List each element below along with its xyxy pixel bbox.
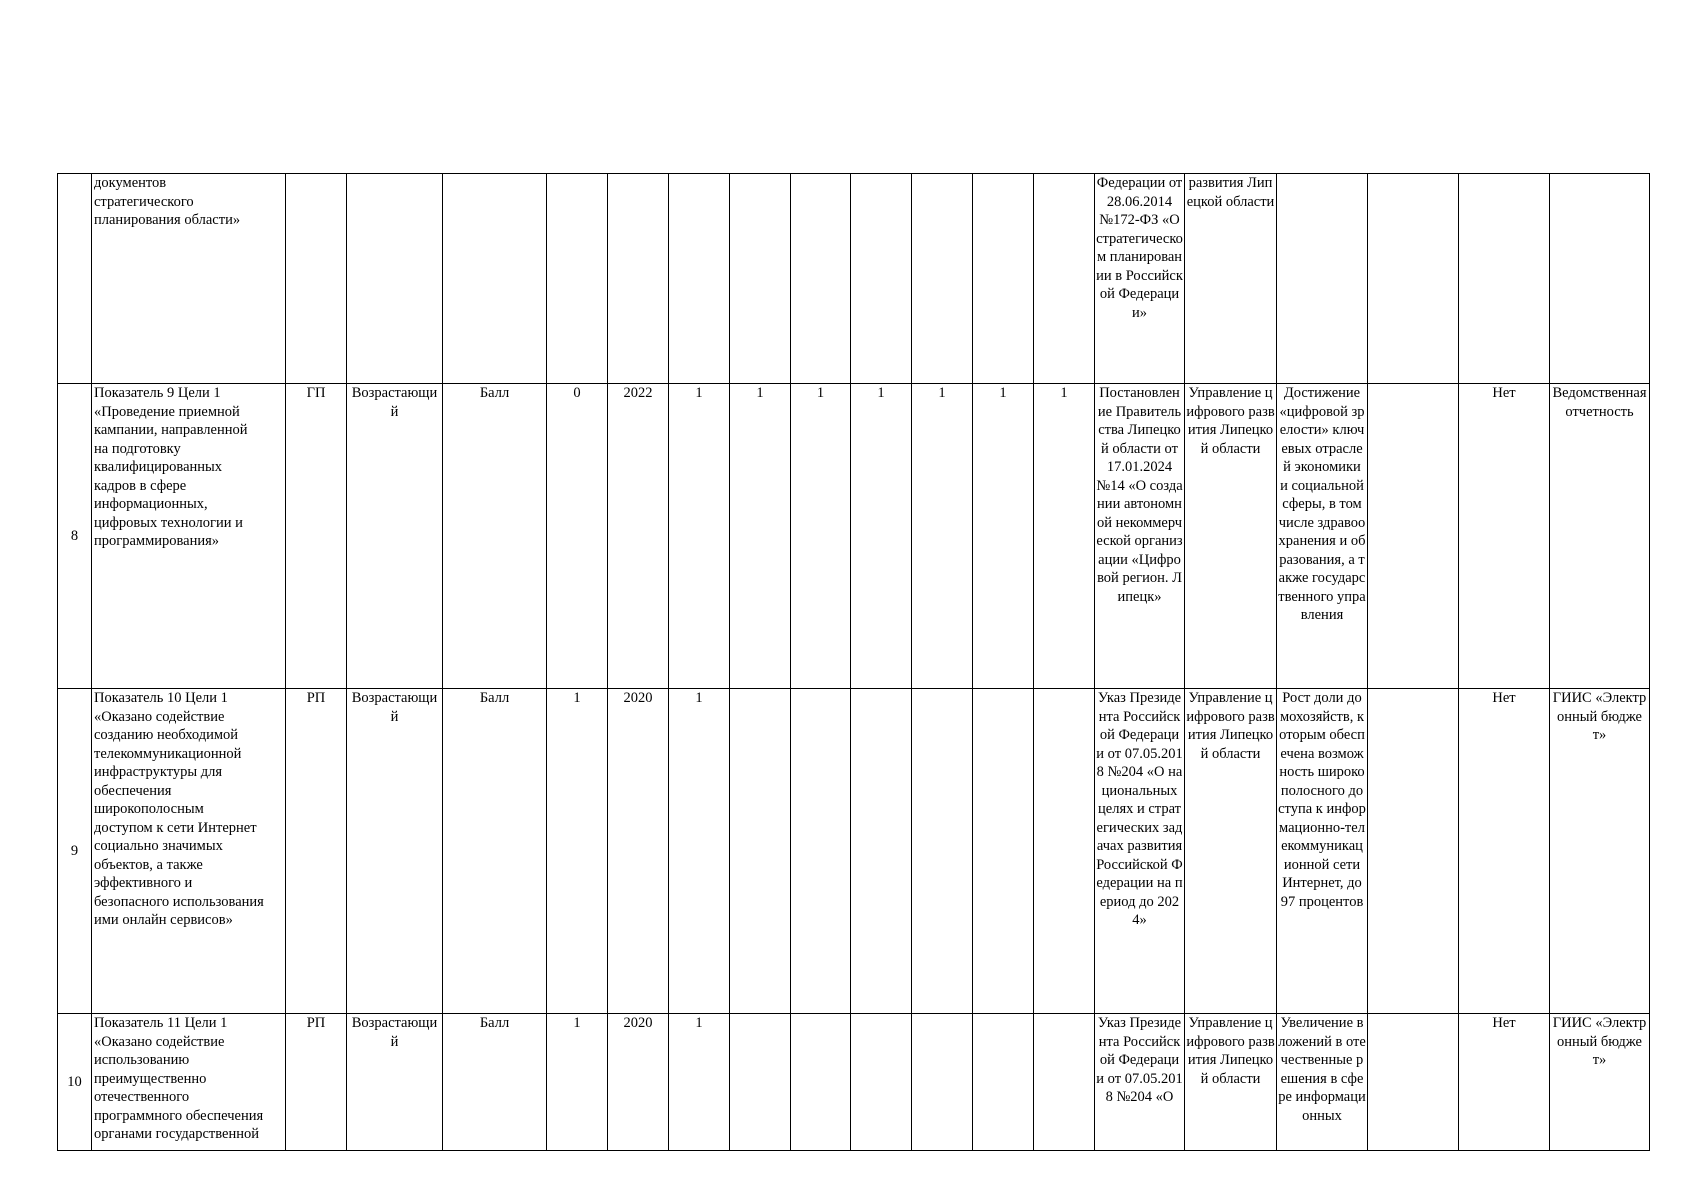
base-value-cell: 1 <box>547 1014 608 1151</box>
value-cell-7 <box>1034 1014 1095 1151</box>
value-cell-2 <box>730 1014 791 1151</box>
value-cell-5 <box>912 1014 973 1151</box>
empty-cell <box>1368 174 1459 384</box>
attribute-cell <box>347 174 443 384</box>
value-cell-7 <box>1034 689 1095 1014</box>
value-cell-7: 1 <box>1034 384 1095 689</box>
flag-cell: Нет <box>1459 1014 1550 1151</box>
attribute-cell: Возрастающий <box>347 384 443 689</box>
responsible-cell: Управление цифрового развития Липецкой области <box>1185 1014 1277 1151</box>
level-cell: РП <box>286 689 347 1014</box>
row-number: 8 <box>58 384 92 689</box>
indicators-table <box>57 173 1650 1151</box>
attribute-cell: Возрастающий <box>347 689 443 1014</box>
row-number: 10 <box>58 1014 92 1151</box>
value-cell-5 <box>912 689 973 1014</box>
indicator-name: документов стратегического планирования области» <box>92 174 286 384</box>
value-cell-4 <box>851 174 912 384</box>
responsible-cell: Управление цифрового развития Липецкой области <box>1185 689 1277 1014</box>
value-cell-1: 1 <box>669 384 730 689</box>
responsible-cell: Управление цифрового развития Липецкой области <box>1185 384 1277 689</box>
value-cell-6 <box>973 174 1034 384</box>
value-cell-2 <box>730 689 791 1014</box>
base-value-cell <box>547 174 608 384</box>
value-cell-1 <box>669 174 730 384</box>
indicator-name: Показатель 10 Цели 1 «Оказано содействие созданию необходимой телекоммуникационной инфраструктуры для обеспечения широкополосным доступом к сети Интернет социально значимых объектов, а также эффективного и безопасного использования ими онлайн сервисов» <box>92 689 286 1014</box>
document-cell: Указ Президента Российской Федерации от 07.05.2018 №204 «О национальных целях и стратегических задачах развития Российской Федерации на период до 2024» <box>1095 689 1185 1014</box>
value-cell-7 <box>1034 174 1095 384</box>
goal-cell: Рост доли домохозяйств, которым обеспечена возможность широкополосного доступа к информационно-телекоммуникационной сети Интернет, до 97 процентов <box>1277 689 1368 1014</box>
row-number <box>58 174 92 384</box>
unit-cell: Балл <box>443 689 547 1014</box>
base-year-cell: 2022 <box>608 384 669 689</box>
table-row <box>58 689 1650 1014</box>
base-value-cell: 1 <box>547 689 608 1014</box>
value-cell-5: 1 <box>912 384 973 689</box>
value-cell-6 <box>973 1014 1034 1151</box>
base-year-cell: 2020 <box>608 689 669 1014</box>
flag-cell: Нет <box>1459 689 1550 1014</box>
empty-cell <box>1368 689 1459 1014</box>
unit-cell <box>443 174 547 384</box>
level-cell: ГП <box>286 384 347 689</box>
table-row <box>58 174 1650 384</box>
value-cell-1: 1 <box>669 689 730 1014</box>
table-row <box>58 1014 1650 1151</box>
value-cell-4: 1 <box>851 384 912 689</box>
value-cell-3 <box>791 1014 851 1151</box>
empty-cell <box>1368 384 1459 689</box>
value-cell-4 <box>851 1014 912 1151</box>
info-system-cell: ГИИС «Электронный бюджет» <box>1550 689 1650 1014</box>
info-system-cell: Ведомственная отчетность <box>1550 384 1650 689</box>
value-cell-4 <box>851 689 912 1014</box>
indicator-name: Показатель 9 Цели 1 «Проведение приемной кампании, направленной на подготовку квалифицированных кадров в сфере информационных, цифровых технологии и программирования» <box>92 384 286 689</box>
goal-cell: Увеличение вложений в отечественные решения в сфере информационных <box>1277 1014 1368 1151</box>
goal-cell: Достижение «цифровой зрелости» ключевых отраслей экономики и социальной сферы, в том числе здравоохранения и образования, а также государственного управления <box>1277 384 1368 689</box>
empty-cell <box>1368 1014 1459 1151</box>
document-cell: Федерации от 28.06.2014 №172-ФЗ «О стратегическом планировании в Российской Федерации» <box>1095 174 1185 384</box>
unit-cell: Балл <box>443 384 547 689</box>
unit-cell: Балл <box>443 1014 547 1151</box>
info-system-cell <box>1550 174 1650 384</box>
level-cell <box>286 174 347 384</box>
value-cell-5 <box>912 174 973 384</box>
table-body <box>58 174 1650 1151</box>
flag-cell: Нет <box>1459 384 1550 689</box>
info-system-cell: ГИИС «Электронный бюджет» <box>1550 1014 1650 1151</box>
responsible-cell: развития Липецкой области <box>1185 174 1277 384</box>
goal-cell <box>1277 174 1368 384</box>
value-cell-3 <box>791 689 851 1014</box>
indicator-name: Показатель 11 Цели 1 «Оказано содействие использованию преимущественно отечественного программного обеспечения органами государственной <box>92 1014 286 1151</box>
document-cell: Указ Президента Российской Федерации от 07.05.2018 №204 «О <box>1095 1014 1185 1151</box>
value-cell-3: 1 <box>791 384 851 689</box>
row-number: 9 <box>58 689 92 1014</box>
value-cell-2: 1 <box>730 384 791 689</box>
flag-cell <box>1459 174 1550 384</box>
base-value-cell: 0 <box>547 384 608 689</box>
value-cell-6: 1 <box>973 384 1034 689</box>
base-year-cell: 2020 <box>608 1014 669 1151</box>
base-year-cell <box>608 174 669 384</box>
value-cell-3 <box>791 174 851 384</box>
table-row <box>58 384 1650 689</box>
value-cell-1: 1 <box>669 1014 730 1151</box>
value-cell-2 <box>730 174 791 384</box>
document-cell: Постановление Правительства Липецкой области от 17.01.2024 №14 «О создании автономной некоммерческой организации «Цифровой регион. Липецк» <box>1095 384 1185 689</box>
attribute-cell: Возрастающий <box>347 1014 443 1151</box>
value-cell-6 <box>973 689 1034 1014</box>
level-cell: РП <box>286 1014 347 1151</box>
